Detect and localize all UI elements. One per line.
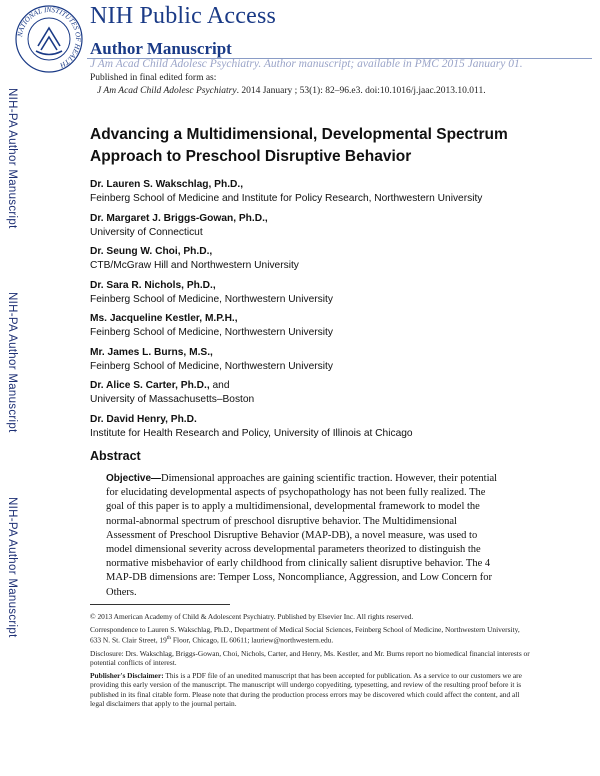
- publisher-disclaimer: [90, 671, 530, 709]
- citation-details: . 2014 January ; 53(1): 82–96.e3. doi:10.1016/j.jaac.2013.10.011.: [236, 86, 486, 96]
- title-line: Approach to Preschool Disruptive Behavior: [90, 148, 412, 165]
- author-manuscript-label: Author Manuscript: [90, 39, 232, 58]
- author-name: Dr. David Henry, Ph.D.: [90, 413, 197, 425]
- author-suffix: and: [209, 380, 230, 391]
- abstract-heading: Abstract: [90, 449, 141, 463]
- author-affiliation: Feinberg School of Medicine, Northwestern University: [90, 293, 333, 305]
- citation-journal: J Am Acad Child Adolesc Psychiatry: [97, 86, 237, 96]
- author-name: Dr. Seung W. Choi, Ph.D.,: [90, 246, 213, 257]
- objective-label: Objective—: [106, 473, 162, 484]
- footnote-divider: [90, 604, 230, 605]
- logo-ring-text: NATIONAL INSTITUTES OF HEALTH: [16, 5, 83, 70]
- published-label: Published in final edited form as:: [90, 73, 217, 83]
- author-entry: [90, 346, 570, 380]
- author-entry: [90, 178, 570, 212]
- author-affiliation: Institute for Health Research and Policy, University of Illinois at Chicago: [90, 427, 413, 439]
- author-affiliation: University of Connecticut: [90, 226, 203, 238]
- side-watermark: NIH-PA Author Manuscript: [6, 88, 18, 229]
- author-affiliation: CTB/McGraw Hill and Northwestern University: [90, 260, 299, 271]
- author-affiliation: University of Massachusetts–Boston: [90, 394, 255, 405]
- author-name: Dr. Margaret J. Briggs-Gowan, Ph.D.,: [90, 212, 268, 224]
- citation: [97, 86, 486, 96]
- disclaimer-text: This is a PDF file of an unedited manuscript that has been accepted for publication. As a service to our customers we are providing this early version of the manuscript. The manuscript will undergo copyediting, typesetting, and review of the resulting proof before it is published in its final citable form. Please note that during the production process errors may be discovered which could affect the content, and all legal disclaimers that apply to the journal pertain.: [90, 671, 522, 709]
- nih-public-access-title: NIH Public Access: [90, 3, 277, 29]
- disclosure-note: Disclosure: Drs. Wakschlag, Briggs-Gowan, Choi, Nichols, Carter, and Henry, Ms. Kestler, and Mr. Burns report no biomedical financial interests or potential conflicts of interest.: [90, 648, 530, 668]
- author-name: Mr. James L. Burns, M.S.,: [90, 346, 213, 358]
- author-name: Dr. Alice S. Carter, Ph.D.,: [90, 380, 210, 391]
- footnotes: [90, 612, 530, 712]
- author-name: Ms. Jacqueline Kestler, M.P.H.,: [90, 313, 238, 324]
- objective-text: Dimensional approaches are gaining scientific traction. However, their potential for elucidating developmental aspects of psychopathology has not been fully realized. The goal of this paper is to apply a multidimensional, developmental framework to model the normal-abnormal spectrum of preschool disruptive behavior. The Multidimensional Assessment of Preschool Disruptive Behavior (MAP-DB), a novel measure, was used to model dimensional severity across developmental parameters theorized to distinguish the normative misbehavior of early childhood from clinically salient disruptive behavior. The 4 MAP-DB dimensions are: Temper Loss, Noncompliance, Aggression, and Low Concern for Others.: [106, 473, 498, 598]
- correspondence-sup: th: [166, 635, 172, 642]
- caduceus-icon: [36, 28, 62, 55]
- disclaimer-label: Publisher's Disclaimer:: [90, 671, 164, 680]
- author-entry: [90, 279, 570, 313]
- journal-availability-line: J Am Acad Child Adolesc Psychiatry. Author manuscript; available in PMC 2015 January 01.: [90, 58, 523, 70]
- author-entry: [90, 312, 570, 346]
- author-entry: [90, 379, 570, 413]
- nih-logo: [14, 4, 84, 74]
- abstract-objective: [106, 472, 506, 600]
- correspondence-text: Correspondence to Lauren S. Wakschlag, Ph.D., Department of Medical Social Sciences, Feinberg School of Medicine, Northwestern University, 633 N. St. Clair Street, 19: [90, 624, 520, 645]
- author-list: [90, 178, 570, 446]
- title-line: Advancing a Multidimensional, Developmental Spectrum: [90, 126, 508, 143]
- author-name: Dr. Sara R. Nichols, Ph.D.,: [90, 279, 216, 291]
- author-affiliation: Feinberg School of Medicine, Northwestern University: [90, 360, 333, 372]
- author-entry: [90, 413, 570, 447]
- author-name: Dr. Lauren S. Wakschlag, Ph.D.,: [90, 179, 244, 190]
- correspondence-note: [90, 625, 530, 645]
- author-affiliation: Feinberg School of Medicine and Institute for Policy Research, Northwestern University: [90, 193, 483, 204]
- article-title: [90, 124, 530, 168]
- side-watermark: NIH-PA Author Manuscript: [6, 292, 18, 433]
- author-entry: [90, 245, 570, 279]
- correspondence-text-end: Floor, Chicago, IL 60611; lauriew@northwestern.edu.: [171, 635, 334, 645]
- author-entry: [90, 212, 570, 246]
- side-watermark: NIH-PA Author Manuscript: [6, 497, 18, 638]
- author-affiliation: Feinberg School of Medicine, Northwestern University: [90, 327, 333, 338]
- copyright-note: © 2013 American Academy of Child & Adolescent Psychiatry. Published by Elsevier Inc. All rights reserved.: [90, 612, 414, 621]
